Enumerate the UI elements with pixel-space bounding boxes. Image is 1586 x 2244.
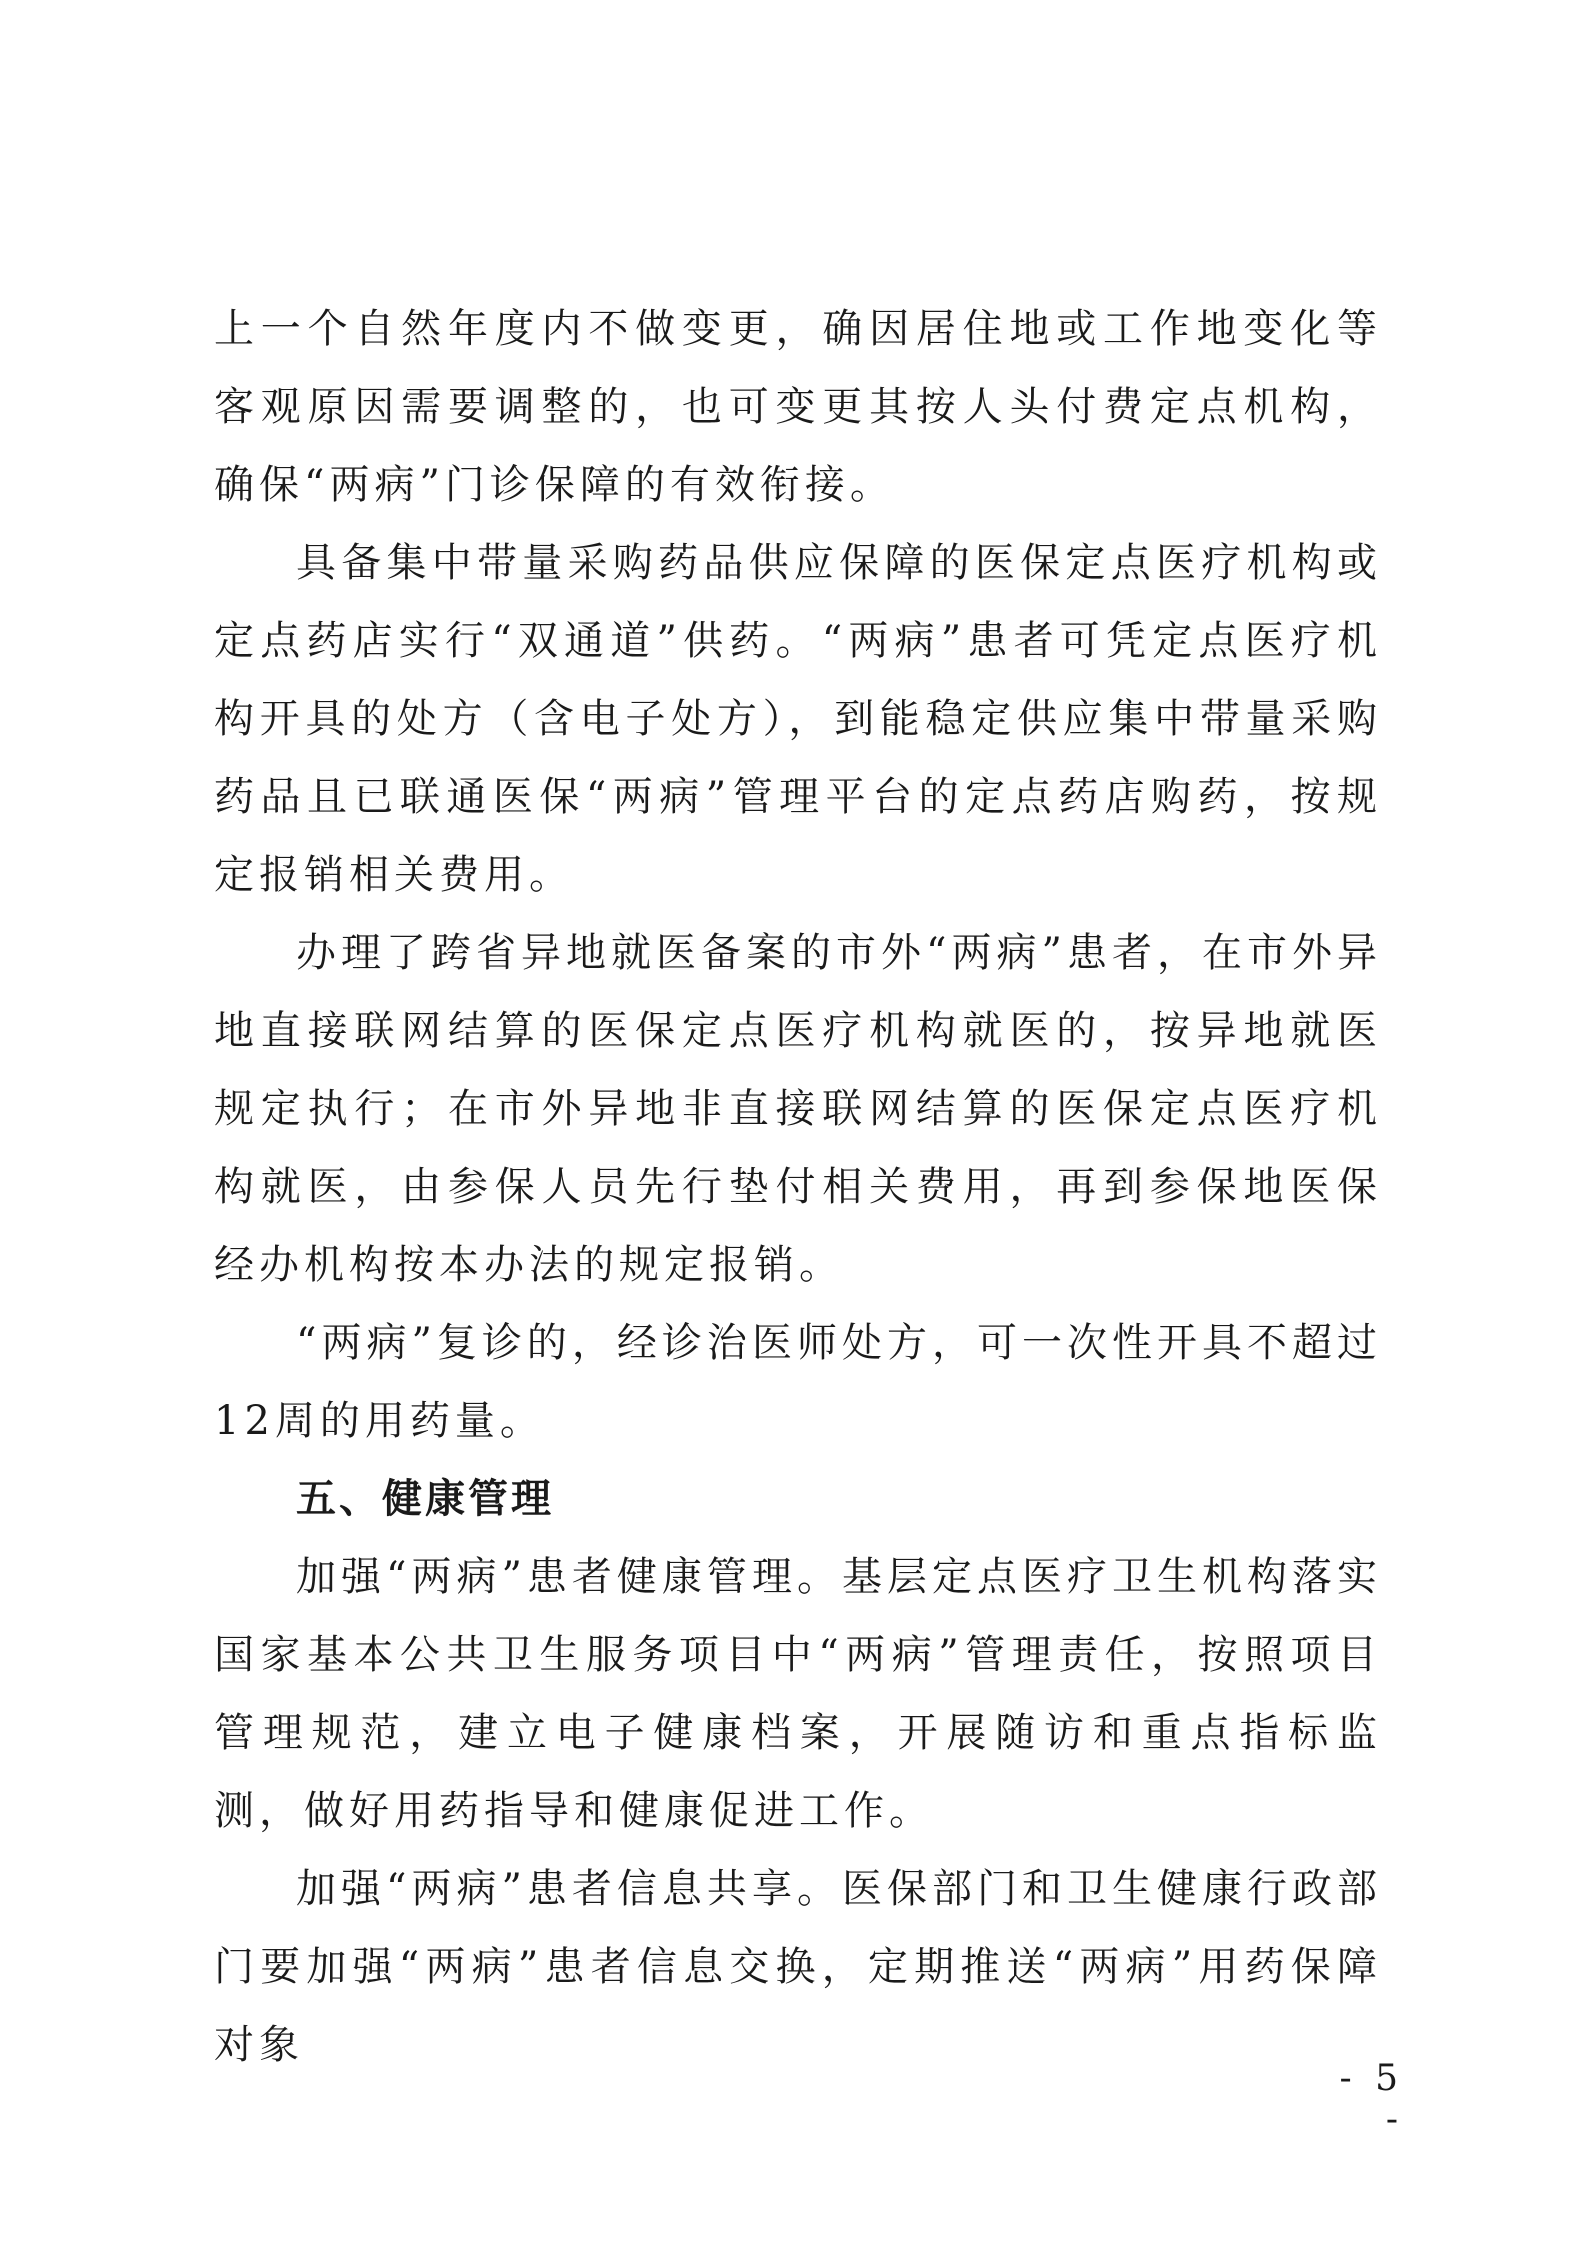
section-heading: 五、健康管理	[296, 1476, 554, 1522]
paragraph-follow-up: “两病”复诊的，经诊治医师处方，可一次性开具不超过12周的用药量。	[214, 1320, 1382, 1444]
document-body	[214, 290, 1382, 2084]
paragraph-dual-channel: 具备集中带量采购药品供应保障的医保定点医疗机构或定点药店实行“双通道”供药。“两病”患者可凭定点医疗机构开具的处方（含电子处方），到能稳定供应集中带量采购药品且已联通医保“两病”管理平台的定点药店购药，按规定报销相关费用。	[214, 540, 1382, 898]
page-number: - 5 -	[1339, 2058, 1404, 2140]
paragraph-continuation: 上一个自然年度内不做变更，确因居住地或工作地变化等客观原因需要调整的，也可变更其按人头付费定点机构，确保“两病”门诊保障的有效衔接。	[214, 306, 1382, 508]
paragraph-cross-province: 办理了跨省异地就医备案的市外“两病”患者，在市外异地直接联网结算的医保定点医疗机构就医的，按异地就医规定执行；在市外异地非直接联网结算的医保定点医疗机构就医，由参保人员先行垫付相关费用，再到参保地医保经办机构按本办法的规定报销。	[214, 930, 1382, 1288]
paragraph-info-sharing: 加强“两病”患者信息共享。医保部门和卫生健康行政部门要加强“两病”患者信息交换，定期推送“两病”用药保障对象	[214, 1866, 1382, 2068]
paragraph-health-management: 加强“两病”患者健康管理。基层定点医疗卫生机构落实国家基本公共卫生服务项目中“两病”管理责任，按照项目管理规范，建立电子健康档案，开展随访和重点指标监测，做好用药指导和健康促进工作。	[214, 1554, 1382, 1834]
